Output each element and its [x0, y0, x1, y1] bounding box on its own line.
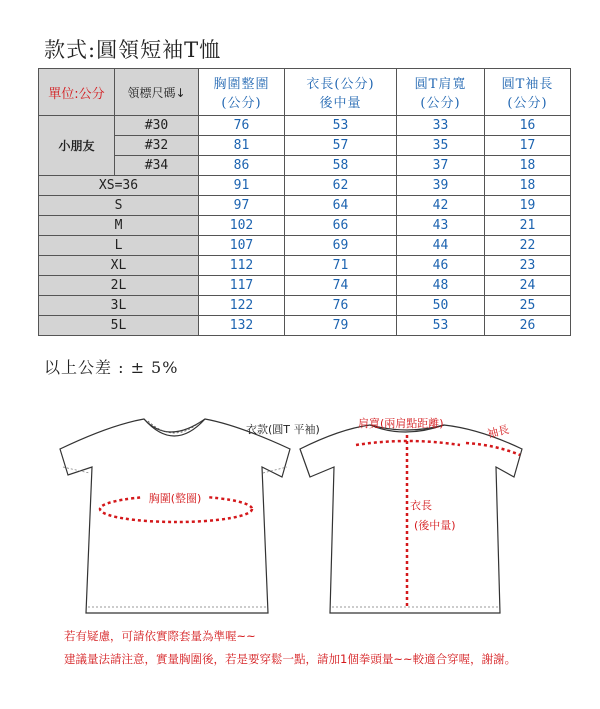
table-row	[39, 216, 571, 236]
table-row	[39, 236, 571, 256]
size-cell: 2L	[39, 276, 199, 296]
value-cell: 44	[397, 236, 485, 256]
value-cell: 132	[199, 316, 285, 336]
value-cell: 25	[485, 296, 571, 316]
table-row	[39, 156, 571, 176]
value-cell: 91	[199, 176, 285, 196]
value-cell: 79	[285, 316, 397, 336]
column-header-line1: 胸圍整圍	[213, 77, 270, 92]
size-cell: #32	[115, 136, 199, 156]
kids-group-label: 小朋友	[39, 116, 115, 176]
value-cell: 71	[285, 256, 397, 276]
value-cell: 48	[397, 276, 485, 296]
value-cell: 22	[485, 236, 571, 256]
tshirt-diagram	[0, 405, 600, 635]
column-header-line2: (公分)	[507, 96, 548, 111]
value-cell: 17	[485, 136, 571, 156]
size-cell: XS=36	[39, 176, 199, 196]
back-tshirt-outline	[300, 425, 522, 613]
size-cell: L	[39, 236, 199, 256]
value-cell: 76	[199, 116, 285, 136]
size-label-header: 領標尺碼↓	[115, 69, 199, 116]
length-sub-label: (後中量)	[414, 519, 456, 532]
value-cell: 69	[285, 236, 397, 256]
value-cell: 112	[199, 256, 285, 276]
chest-label: 胸圍(整圈)	[148, 492, 202, 505]
value-cell: 42	[397, 196, 485, 216]
value-cell: 24	[485, 276, 571, 296]
size-cell: 5L	[39, 316, 199, 336]
value-cell: 107	[199, 236, 285, 256]
table-row	[39, 116, 571, 136]
unit-label: 單位:公分	[39, 69, 115, 116]
table-row	[39, 276, 571, 296]
value-cell: 57	[285, 136, 397, 156]
value-cell: 19	[485, 196, 571, 216]
note-line: 建議量法請注意，實量胸圍後，若是要穿鬆一點，請加1個拳頭量~~較適合穿喔，謝謝。	[64, 652, 517, 666]
value-cell: 97	[199, 196, 285, 216]
value-cell: 122	[199, 296, 285, 316]
column-header-line2: (公分)	[420, 96, 461, 111]
value-cell: 76	[285, 296, 397, 316]
value-cell: 66	[285, 216, 397, 236]
diagram-caption: 衣款(圓T 平袖)	[246, 423, 320, 436]
value-cell: 43	[397, 216, 485, 236]
size-cell: S	[39, 196, 199, 216]
header-row	[39, 69, 571, 116]
column-header-line1: 衣長(公分)	[306, 77, 375, 92]
page-title: 款式:圓領短袖T恤	[44, 38, 222, 62]
column-header-line1: 圓T肩寬	[414, 77, 467, 92]
column-header-line2: 後中量	[319, 96, 362, 111]
table-row	[39, 176, 571, 196]
table-row	[39, 296, 571, 316]
value-cell: 35	[397, 136, 485, 156]
column-header-shoulder	[397, 69, 485, 116]
size-cell: M	[39, 216, 199, 236]
size-cell: #30	[115, 116, 199, 136]
value-cell: 64	[285, 196, 397, 216]
note-line: 若有疑慮，可請依實際套量為準喔~~	[64, 629, 256, 643]
size-cell: XL	[39, 256, 199, 276]
value-cell: 50	[397, 296, 485, 316]
value-cell: 46	[397, 256, 485, 276]
column-header-line1: 圓T袖長	[501, 77, 554, 92]
value-cell: 53	[285, 116, 397, 136]
column-header-chest	[199, 69, 285, 116]
value-cell: 39	[397, 176, 485, 196]
column-header-length	[285, 69, 397, 116]
value-cell: 26	[485, 316, 571, 336]
value-cell: 58	[285, 156, 397, 176]
table-row	[39, 136, 571, 156]
value-cell: 102	[199, 216, 285, 236]
column-header-sleeve	[485, 69, 571, 116]
table-row	[39, 196, 571, 216]
table-row	[39, 316, 571, 336]
size-chart-table	[38, 68, 571, 336]
table-row	[39, 256, 571, 276]
value-cell: 74	[285, 276, 397, 296]
value-cell: 16	[485, 116, 571, 136]
value-cell: 53	[397, 316, 485, 336]
sleeve-label: 袖長	[485, 422, 511, 441]
length-label: 衣長	[410, 499, 432, 512]
value-cell: 117	[199, 276, 285, 296]
value-cell: 23	[485, 256, 571, 276]
value-cell: 33	[397, 116, 485, 136]
size-cell: 3L	[39, 296, 199, 316]
value-cell: 62	[285, 176, 397, 196]
value-cell: 18	[485, 156, 571, 176]
size-cell: #34	[115, 156, 199, 176]
value-cell: 86	[199, 156, 285, 176]
value-cell: 37	[397, 156, 485, 176]
shoulder-label: 肩寬(兩肩點距離)	[358, 417, 444, 430]
front-tshirt-outline	[60, 419, 290, 613]
value-cell: 21	[485, 216, 571, 236]
value-cell: 18	[485, 176, 571, 196]
value-cell: 81	[199, 136, 285, 156]
column-header-line2: (公分)	[221, 96, 262, 111]
tolerance-note: 以上公差 : ± 5%	[44, 358, 179, 377]
